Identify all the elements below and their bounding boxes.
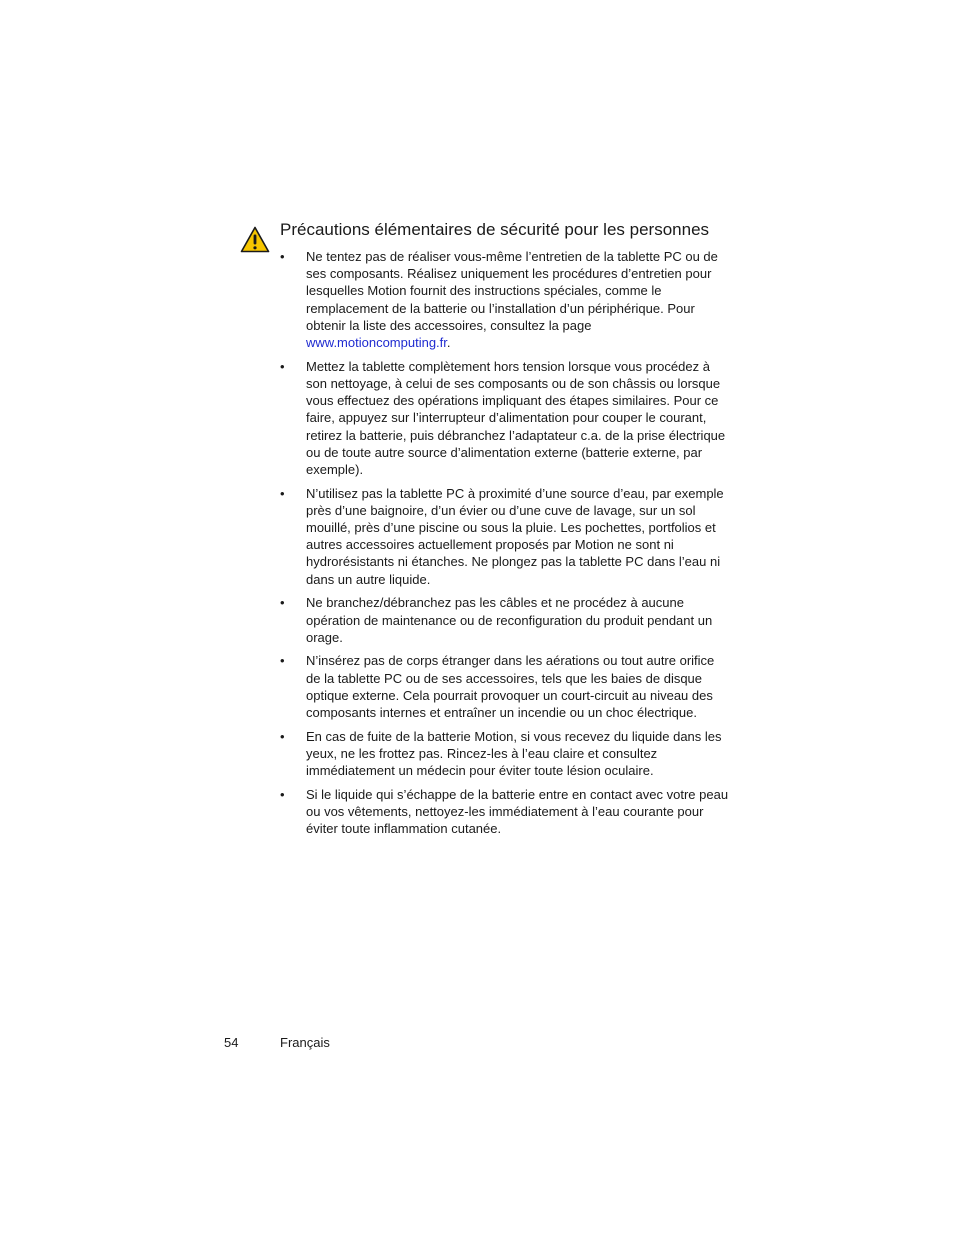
bullet-text-end: .	[446, 335, 451, 351]
safety-bullet-list	[280, 248, 730, 844]
bullet-text: N’insérez pas de corps étranger dans les aérations ou tout autre orifice de la tablette PC ou de ses accessoires, tels que les baies de disque optique externe. Cela pourrait provoquer un court-circuit au niveau des composants internes et entraîner un incendie ou un choc électrique.	[306, 653, 715, 721]
list-item	[280, 248, 730, 351]
bullet-text: Mettez la tablette complètement hors tension lorsque vous procédez à son nettoyage, à celui de ses composants ou de son châssis ou lorsque vous effectuez des opérations impliquant des étapes similaires. Pour ce faire, appuyez sur l’interrupteur d’alimentation pour couper le courant, retirez la batterie, puis débranchez l’adaptateur c.a. de la prise électrique ou de toute autre source d’alimentation externe (batterie externe, par exemple).	[306, 358, 726, 477]
bullet-text: Si le liquide qui s’échappe de la batterie entre en contact avec votre peau ou vos vêtements, nettoyez-les immédiatement à l’eau courante pour éviter toute inflammation cutanée.	[306, 786, 729, 837]
bullet-text: Ne branchez/débranchez pas les câbles et ne procédez à aucune opération de maintenance ou de reconfiguration du produit pendant un orage.	[306, 595, 713, 645]
warning-triangle-icon	[240, 226, 270, 253]
motion-website-link[interactable]: www.motioncomputing.fr	[306, 335, 447, 351]
list-item	[280, 728, 730, 780]
list-item	[280, 594, 730, 646]
bullet-text: Ne tentez pas de réaliser vous-même l’entretien de la tablette PC ou de ses composants. Réalisez uniquement les procédures d’entretien pour lesquelles Motion fournit des instructions spéciales, comme le remplacement de la batterie ou l’installation d’un périphérique. Pour obtenir la liste des accessoires, consultez la page	[306, 249, 718, 333]
bullet-mark: •	[280, 653, 285, 669]
footer-language: Français	[280, 1035, 330, 1050]
bullet-mark: •	[280, 358, 285, 374]
list-item	[280, 652, 730, 721]
bullet-text: N’utilisez pas la tablette PC à proximité d’une source d’eau, par exemple près d’une baignoire, d’un évier ou d’une cuve de lavage, sur un sol mouillé, près d’une piscine ou sous la pluie. Les pochettes, portfolios et autres accessoires actuellement proposés par Motion ne sont ni hydrorésistants ni étanches. Ne plongez pas la tablette PC dans l’eau ni dans un autre liquide.	[306, 485, 724, 587]
bullet-mark: •	[280, 786, 285, 802]
bullet-mark: •	[280, 595, 285, 611]
list-item	[280, 485, 730, 588]
page-number: 54	[224, 1035, 239, 1050]
bullet-mark: •	[280, 249, 285, 264]
bullet-text: En cas de fuite de la batterie Motion, si vous recevez du liquide dans les yeux, ne les frottez pas. Rincez-les à l’eau claire et consultez immédiatement un médecin pour éviter toute lésion oculaire.	[306, 728, 722, 779]
bullet-mark: •	[280, 485, 285, 501]
list-item	[280, 786, 730, 838]
list-item	[280, 358, 730, 478]
section-heading: Précautions élémentaires de sécurité pour les personnes	[280, 220, 710, 239]
bullet-mark: •	[280, 728, 285, 744]
